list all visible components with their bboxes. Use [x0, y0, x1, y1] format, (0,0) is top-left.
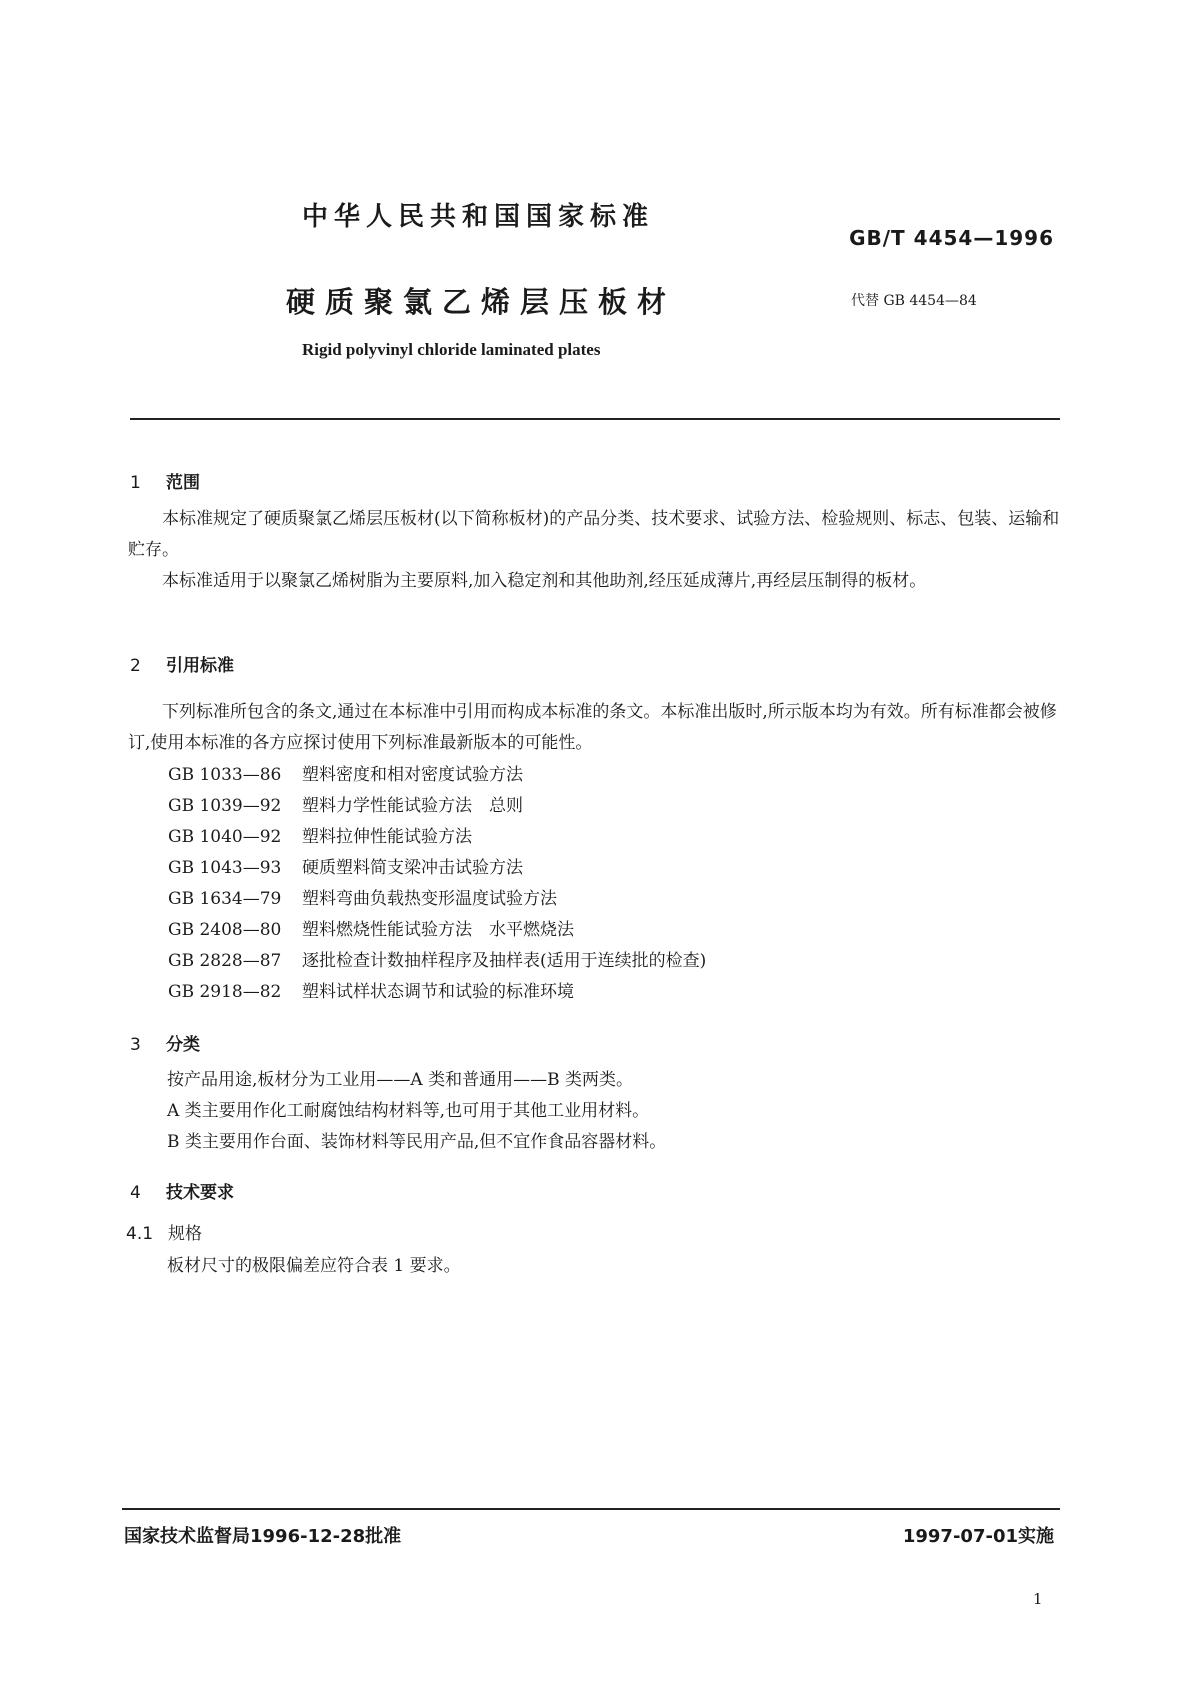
ref-name: 塑料弯曲负载热变形温度试验方法 [302, 889, 557, 909]
ref-code: GB 2918—82 [168, 982, 282, 1002]
list-item [168, 915, 706, 946]
list-item [168, 853, 706, 884]
approval-note: 国家技术监督局1996-12-28批准 [124, 1526, 402, 1547]
list-item [168, 977, 706, 1008]
replaces-note: 代替 GB 4454—84 [851, 293, 977, 309]
section-number: 3 [130, 1035, 141, 1055]
ref-name: 塑料密度和相对密度试验方法 [302, 765, 523, 785]
list-item [168, 760, 706, 791]
subsection-number: 4.1 [126, 1224, 154, 1244]
list-item [168, 946, 706, 977]
section-3-paragraph-1: 按产品用途,板材分为工业用——A 类和普通用——B 类两类。 [167, 1070, 633, 1090]
footer-divider [122, 1508, 1060, 1510]
ref-code: GB 1039—92 [168, 796, 282, 816]
section-1-paragraph-1: 本标准规定了硬质聚氯乙烯层压板材(以下简称板材)的产品分类、技术要求、试验方法、检验规则、标志、包装、运输和贮存。 [128, 509, 1060, 560]
section-2-paragraph-1: 下列标准所包含的条文,通过在本标准中引用而构成本标准的条文。本标准出版时,所示版本均为有效。所有标准都会被修订,使用本标准的各方应探讨使用下列标准最新版本的可能性。 [128, 702, 1057, 753]
national-standard-text: 中华人民共和国国家标准 [302, 202, 655, 232]
subsection-title: 规格 [168, 1224, 202, 1244]
ref-name: 逐批检查计数抽样程序及抽样表(适用于连续批的检查) [302, 951, 707, 971]
ref-code: GB 1040—92 [168, 827, 282, 847]
section-3-paragraph-3: B 类主要用作台面、装饰材料等民用产品,但不宜作食品容器材料。 [167, 1132, 667, 1152]
ref-name: 塑料试样状态调节和试验的标准环境 [302, 982, 574, 1002]
section-title: 范围 [166, 473, 200, 493]
document-title-en: Rigid polyvinyl chloride laminated plates [302, 340, 601, 359]
ref-code: GB 2828—87 [168, 951, 282, 971]
section-title: 引用标准 [166, 656, 234, 676]
ref-code: GB 1043—93 [168, 858, 282, 878]
section-title: 分类 [166, 1035, 200, 1055]
ref-name: 塑料燃烧性能试验方法 水平燃烧法 [302, 920, 574, 940]
section-3-heading [130, 1030, 200, 1055]
ref-code: GB 1033—86 [168, 765, 282, 785]
section-number: 1 [130, 473, 141, 493]
section-1-heading [130, 468, 200, 493]
section-3-paragraph-2: A 类主要用作化工耐腐蚀结构材料等,也可用于其他工业用材料。 [167, 1101, 650, 1121]
section-1-paragraph-2: 本标准适用于以聚氯乙烯树脂为主要原料,加入稳定剂和其他助剂,经压延成薄片,再经层压制得的板材。 [162, 571, 927, 591]
ref-name: 塑料拉伸性能试验方法 [302, 827, 472, 847]
section-number: 4 [130, 1183, 141, 1203]
section-4-heading [130, 1178, 234, 1203]
section-number: 2 [130, 656, 141, 676]
page-number: 1 [1033, 1590, 1043, 1608]
section-2-heading [130, 651, 234, 676]
ref-name: 硬质塑料简支梁冲击试验方法 [302, 858, 523, 878]
list-item [168, 884, 706, 915]
list-item [168, 791, 706, 822]
section-title: 技术要求 [166, 1183, 234, 1203]
header-divider [130, 418, 1060, 420]
list-item [168, 822, 706, 853]
subsection-4-1-heading [126, 1219, 202, 1250]
effective-date: 1997-07-01实施 [902, 1526, 1054, 1547]
normative-references-list [168, 760, 706, 1008]
ref-code: GB 2408—80 [168, 920, 282, 940]
standard-number: GB/T 4454—1996 [849, 226, 1054, 250]
subsection-4-1-paragraph: 板材尺寸的极限偏差应符合表 1 要求。 [167, 1256, 461, 1276]
ref-code: GB 1634—79 [168, 889, 282, 909]
ref-name: 塑料力学性能试验方法 总则 [302, 796, 523, 816]
document-title-zh: 硬质聚氯乙烯层压板材 [286, 285, 677, 319]
